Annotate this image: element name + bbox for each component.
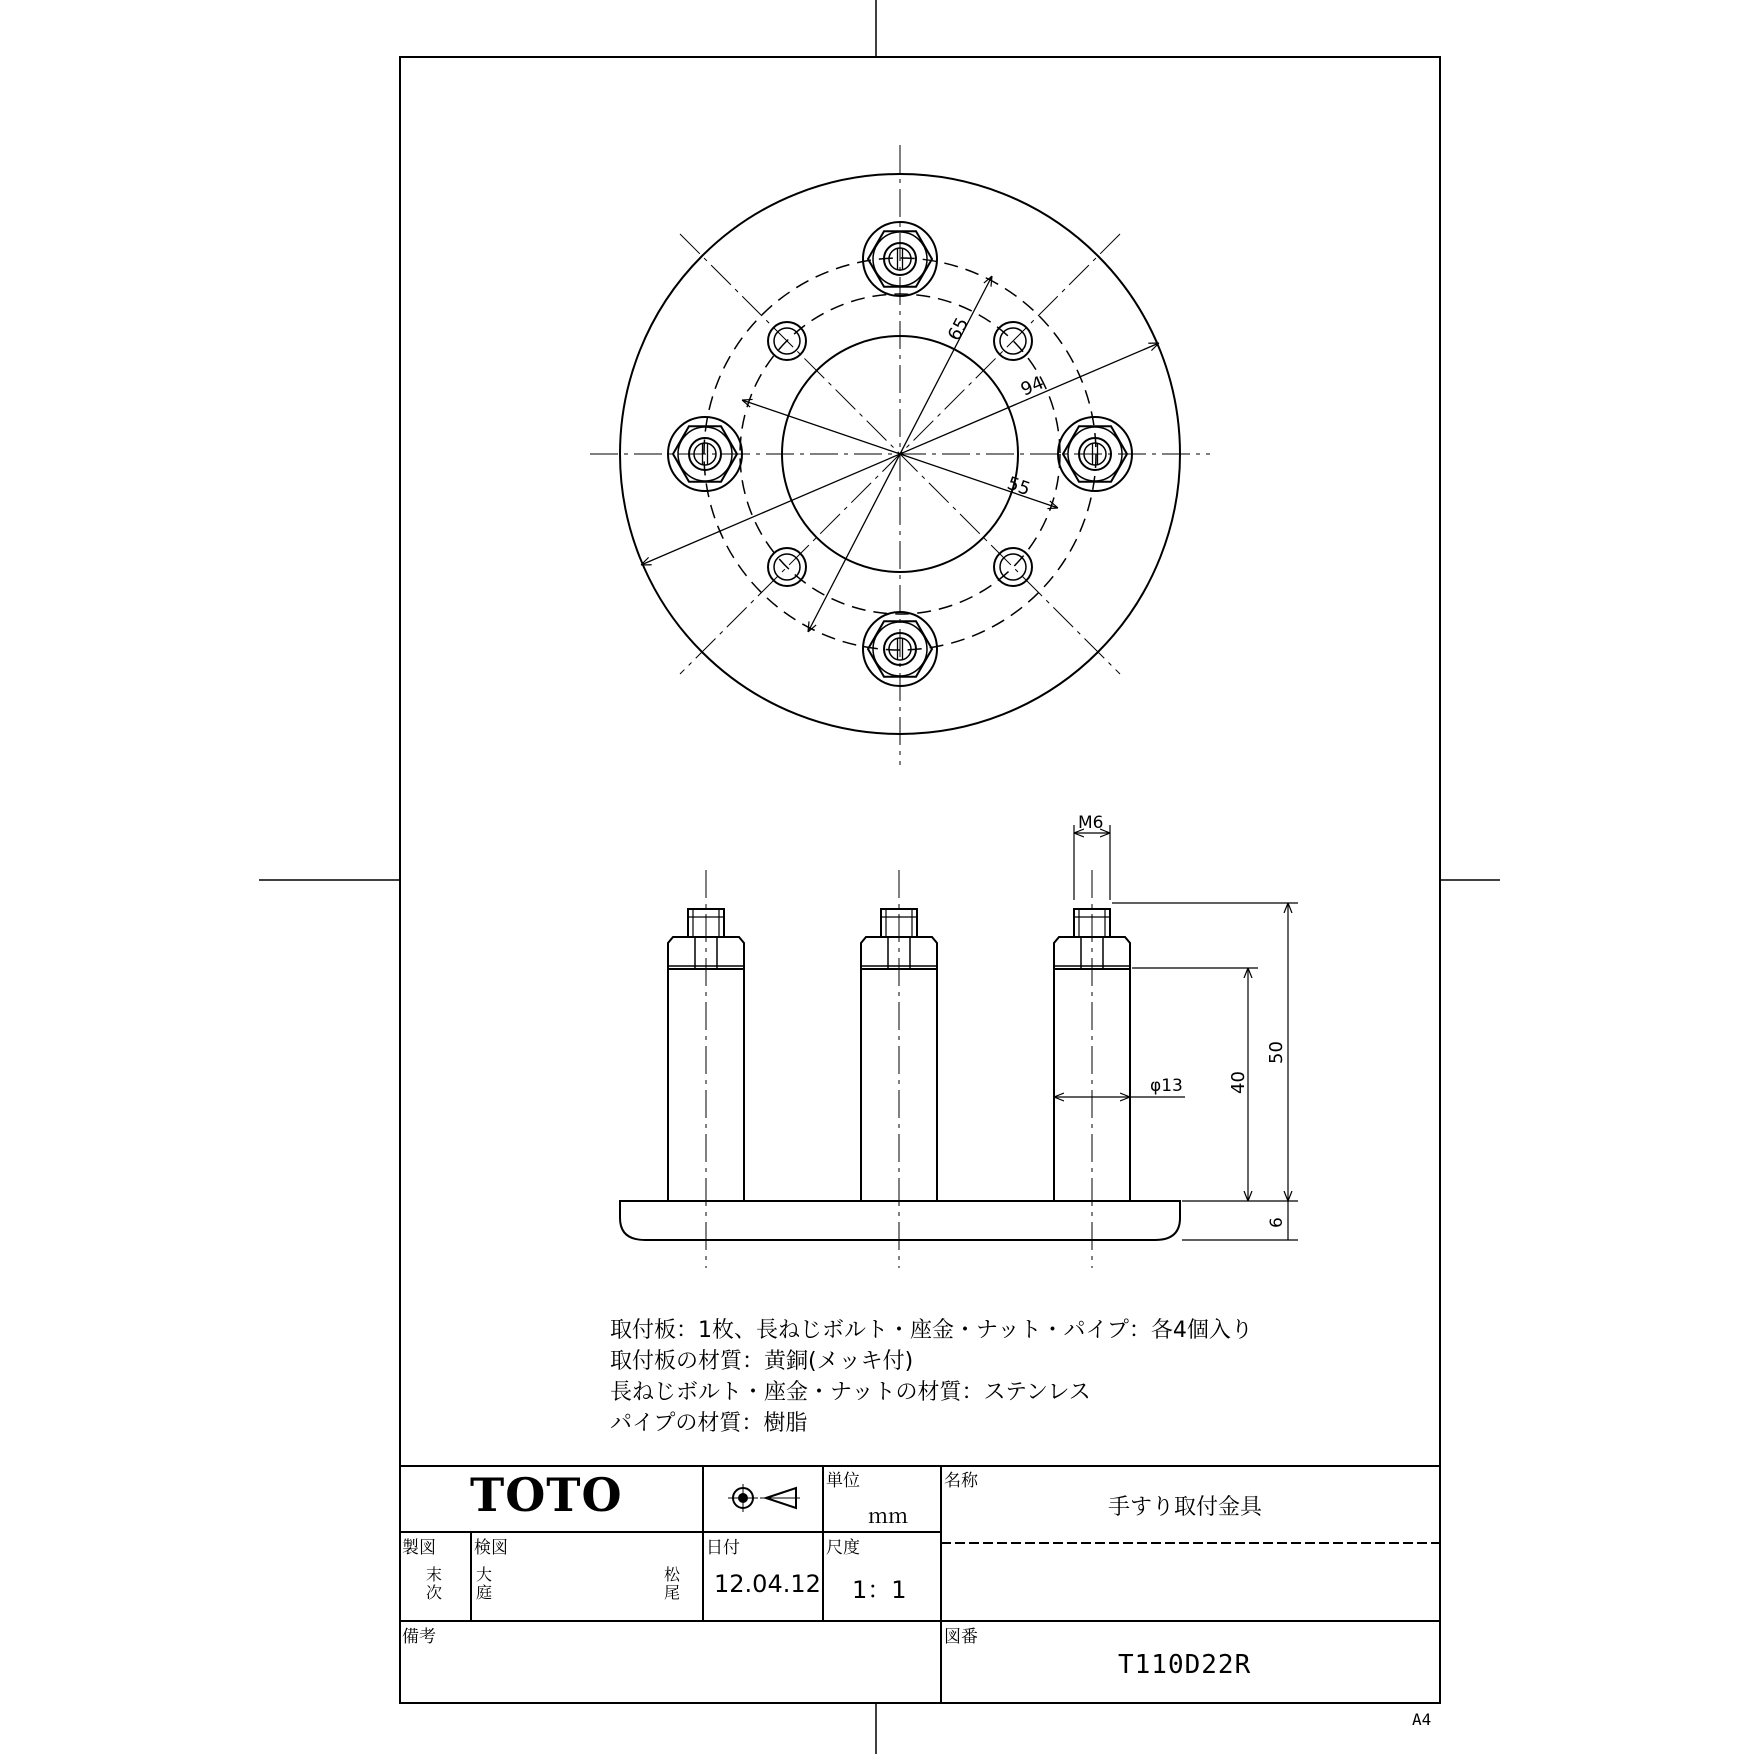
note-pipe-material: パイプの材質：樹脂 [610, 1411, 808, 1436]
dim-phi13: φ13 [1150, 1076, 1183, 1096]
date-label: 日付 [706, 1538, 740, 1558]
mounting-plate [620, 1201, 1180, 1240]
third-angle-projection-icon [728, 1484, 800, 1512]
remarks-label: 備考 [402, 1627, 436, 1647]
drawing-number: T110D22R [1118, 1650, 1252, 1680]
dim-m6: M6 [1078, 813, 1104, 833]
scale-label: 尺度 [826, 1538, 860, 1558]
dim-65: 65 [943, 314, 974, 345]
dim-6: 6 [1267, 1217, 1287, 1228]
scale-value: 1：1 [852, 1576, 907, 1604]
approved-by-stamp: 松 尾 [664, 1565, 681, 1602]
unit-label: 単位 [826, 1471, 860, 1491]
dim-40: 40 [1228, 1071, 1249, 1094]
side-view [620, 813, 1298, 1268]
dim-94: 94 [1017, 372, 1048, 401]
note-plate-material: 取付板の材質：黄銅(メッキ付) [610, 1349, 914, 1374]
unit-value: ｍｍ [868, 1504, 908, 1528]
company-logo: TOTO [470, 1468, 623, 1522]
drawn-by-stamp: 末 次 [426, 1565, 443, 1602]
note-contents: 取付板：1枚、長ねじボルト・座金・ナット・パイプ：各4個入り [610, 1318, 1253, 1343]
checked-by-stamp: 大 庭 [476, 1565, 493, 1602]
name-label: 名称 [944, 1471, 978, 1491]
drawing-number-label: 図番 [944, 1627, 978, 1647]
dim-50: 50 [1266, 1041, 1287, 1064]
date-value: 12.04.12 [714, 1570, 821, 1598]
plan-view [590, 145, 1210, 765]
name-value: 手すり取付金具 [1108, 1495, 1263, 1520]
note-bolt-material: 長ねじボルト・座金・ナットの材質：ステンレス [610, 1380, 1091, 1405]
paper-size: A4 [1412, 1710, 1432, 1729]
drawing-frame [400, 57, 1440, 1703]
dim-55: 55 [1004, 472, 1033, 501]
drawn-label: 製図 [402, 1538, 436, 1558]
checked-label: 検図 [474, 1538, 508, 1558]
